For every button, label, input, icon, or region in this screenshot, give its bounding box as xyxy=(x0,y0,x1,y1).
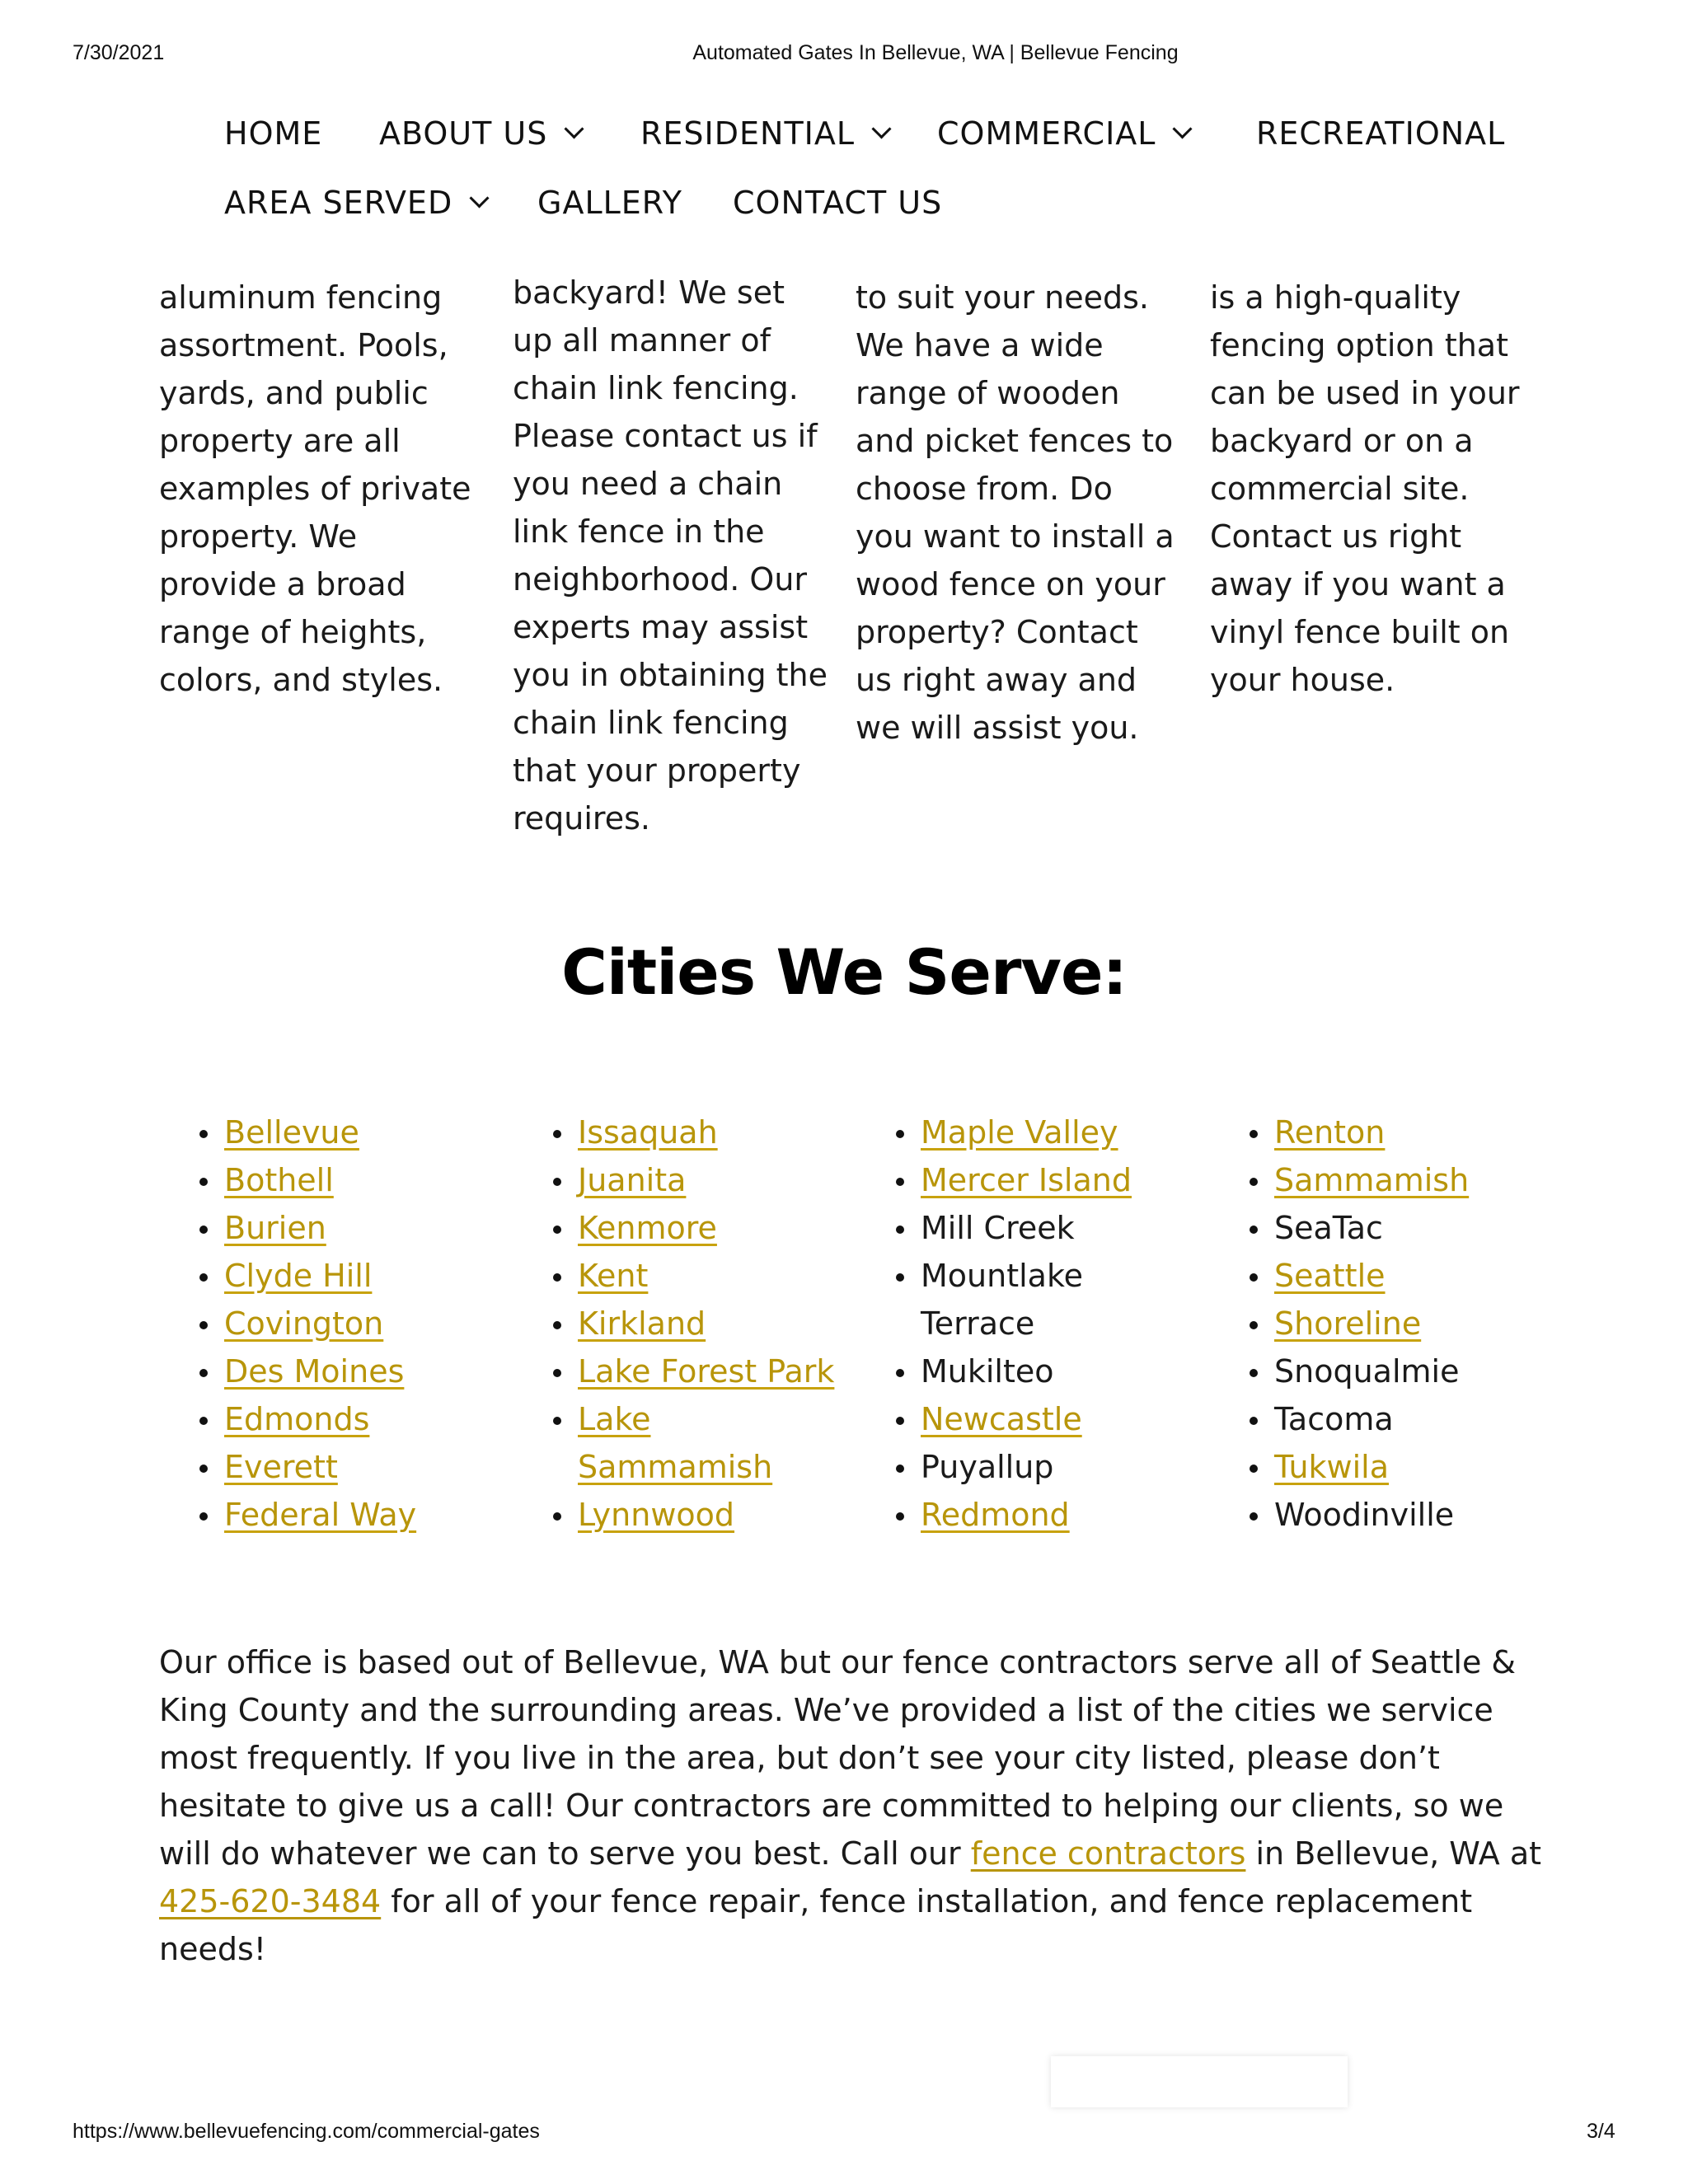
list-item xyxy=(224,1204,521,1252)
office-text: in Bellevue, WA at xyxy=(1245,1835,1542,1872)
city-list-column-3 xyxy=(921,1108,1168,1539)
city-link[interactable]: Kenmore xyxy=(578,1210,717,1246)
city-link[interactable]: Newcastle xyxy=(921,1401,1082,1437)
city-list-column-1 xyxy=(224,1108,521,1539)
main-nav xyxy=(224,107,1543,246)
clipped-previous-line xyxy=(1210,244,1523,255)
office-text: for all of your fence repair, fence installation, and fence replacement needs! xyxy=(159,1883,1473,1967)
service-line: to suit your needs. xyxy=(856,279,1150,316)
print-url: https://www.bellevuefencing.com/commercial-gates xyxy=(73,2120,540,2143)
list-item xyxy=(1274,1252,1546,1300)
service-line: chain link fencing xyxy=(513,705,789,741)
city-name: Woodinville xyxy=(1274,1497,1455,1533)
list-item xyxy=(224,1443,521,1491)
city-link[interactable]: Kirkland xyxy=(578,1305,706,1342)
city-link[interactable]: Everett xyxy=(224,1449,338,1485)
service-line: backyard! We set xyxy=(513,274,785,311)
list-item xyxy=(921,1108,1168,1156)
city-name: Puyallup xyxy=(921,1449,1054,1485)
service-line: can be used in your xyxy=(1210,375,1520,411)
nav-item-commercial[interactable] xyxy=(937,115,1189,152)
city-link[interactable]: Juanita xyxy=(578,1162,687,1198)
list-item xyxy=(921,1491,1168,1539)
city-link[interactable]: Maple Valley xyxy=(921,1114,1118,1151)
nav-item-residential[interactable] xyxy=(640,115,889,152)
list-item xyxy=(224,1347,521,1395)
service-column-aluminum xyxy=(159,274,489,704)
service-line: away if you want a xyxy=(1210,566,1506,602)
city-link[interactable]: Mercer Island xyxy=(921,1162,1132,1198)
city-link[interactable]: Issaquah xyxy=(578,1114,718,1151)
service-line: examples of private xyxy=(159,471,471,507)
city-link[interactable]: Edmonds xyxy=(224,1401,370,1437)
nav-label: HOME xyxy=(224,115,323,152)
list-item xyxy=(921,1156,1168,1204)
city-link[interactable]: Redmond xyxy=(921,1497,1070,1533)
service-line: choose from. Do xyxy=(856,471,1113,507)
chevron-down-icon xyxy=(872,119,892,138)
chevron-down-icon xyxy=(565,119,584,138)
list-item xyxy=(224,1156,521,1204)
list-item xyxy=(1274,1204,1546,1252)
office-paragraph xyxy=(159,1638,1544,1973)
service-line: Please contact us if xyxy=(513,418,818,454)
list-item xyxy=(1274,1347,1546,1395)
list-item xyxy=(1274,1395,1546,1443)
list-item xyxy=(224,1491,521,1539)
list-item xyxy=(578,1300,850,1347)
service-line: neighborhood. Our xyxy=(513,561,808,598)
city-name: Tacoma xyxy=(1274,1401,1394,1437)
city-link[interactable]: Tukwila xyxy=(1274,1449,1390,1485)
list-item xyxy=(921,1443,1168,1491)
service-line: you want to install a xyxy=(856,518,1175,555)
service-line: and picket fences to xyxy=(856,423,1174,459)
service-line: backyard or on a xyxy=(1210,423,1474,459)
city-name: Mukilteo xyxy=(921,1353,1054,1390)
city-link[interactable]: Federal Way xyxy=(224,1497,417,1533)
city-name: SeaTac xyxy=(1274,1210,1383,1246)
service-line: us right away and xyxy=(856,662,1137,698)
list-item xyxy=(1274,1491,1546,1539)
list-item xyxy=(1274,1108,1546,1156)
office-text: Our office is based out of Bellevue, WA but our fence contractors serve all of Seattle & King County and the surrounding areas. We’ve provided a list of the cities we service most frequently. If you live in the area, but don’t see your city listed, please don’t hesitate to give us a call! Our contractors are committed to helping our clients, so we will do whatever we can to serve you best. Call our xyxy=(159,1644,1517,1872)
city-name: Mountlake Terrace xyxy=(921,1258,1083,1342)
chevron-down-icon xyxy=(470,188,490,208)
city-name: Mill Creek xyxy=(921,1210,1075,1246)
fence-contractors-link[interactable]: fence contractors xyxy=(970,1835,1246,1872)
list-item xyxy=(921,1204,1168,1252)
nav-label: ABOUT US xyxy=(379,115,548,152)
chevron-down-icon xyxy=(1173,119,1193,138)
list-item xyxy=(1274,1156,1546,1204)
nav-label: RESIDENTIAL xyxy=(640,115,856,152)
print-page-title: Automated Gates In Bellevue, WA | Bellevue Fencing xyxy=(692,41,1179,64)
list-item xyxy=(224,1108,521,1156)
city-link[interactable]: Renton xyxy=(1274,1114,1386,1151)
service-line: fencing option that xyxy=(1210,327,1508,363)
service-column-vinyl xyxy=(1210,274,1556,704)
service-line: is a high-quality xyxy=(1210,279,1461,316)
list-item xyxy=(578,1347,850,1395)
list-item xyxy=(224,1252,521,1300)
nav-item-about-us[interactable] xyxy=(379,115,581,152)
nav-item-gallery[interactable] xyxy=(537,185,682,221)
service-line: We have a wide xyxy=(856,327,1104,363)
phone-link[interactable]: 425-620-3484 xyxy=(159,1883,382,1919)
service-line: commercial site. xyxy=(1210,471,1470,507)
service-line: vinyl fence built on xyxy=(1210,614,1510,650)
service-line: aluminum fencing xyxy=(159,279,443,316)
city-link[interactable]: Sammamish xyxy=(1274,1162,1470,1198)
print-date: 7/30/2021 xyxy=(73,41,165,64)
service-line: provide a broad xyxy=(159,566,406,602)
service-line: colors, and styles. xyxy=(159,662,443,698)
service-line: Contact us right xyxy=(1210,518,1462,555)
city-list-column-2 xyxy=(578,1108,850,1539)
list-item xyxy=(578,1156,850,1204)
service-line: we will assist you. xyxy=(856,710,1139,746)
city-link[interactable]: Seattle xyxy=(1274,1258,1386,1294)
service-line: you in obtaining the xyxy=(513,657,828,693)
city-link[interactable]: Bothell xyxy=(224,1162,334,1198)
floating-widget[interactable] xyxy=(1051,2056,1348,2107)
city-link[interactable]: Burien xyxy=(224,1210,326,1246)
service-line: yards, and public xyxy=(159,375,429,411)
service-line: you need a chain xyxy=(513,466,783,502)
list-item xyxy=(1274,1300,1546,1347)
service-line: property are all xyxy=(159,423,401,459)
list-item xyxy=(921,1395,1168,1443)
list-item xyxy=(578,1204,850,1252)
city-link[interactable]: Kent xyxy=(578,1258,649,1294)
page-number: 3/4 xyxy=(1587,2120,1615,2143)
nav-label: AREA SERVED xyxy=(224,185,453,221)
nav-label: GALLERY xyxy=(537,185,682,221)
list-item xyxy=(578,1491,850,1539)
city-link[interactable]: Des Moines xyxy=(224,1353,405,1390)
service-column-chain-link xyxy=(513,269,851,842)
nav-row-1 xyxy=(224,107,1543,176)
nav-row-2 xyxy=(224,176,1543,246)
service-line: range of wooden xyxy=(856,375,1120,411)
city-link[interactable]: Shoreline xyxy=(1274,1305,1422,1342)
service-line: up all manner of xyxy=(513,322,771,359)
service-line: that your property xyxy=(513,752,801,789)
service-line: wood fence on your xyxy=(856,566,1165,602)
service-line: chain link fencing. xyxy=(513,370,799,406)
nav-label: COMMERCIAL xyxy=(937,115,1156,152)
list-item xyxy=(921,1252,1168,1347)
list-item xyxy=(921,1347,1168,1395)
nav-item-contact-us[interactable] xyxy=(733,185,942,221)
nav-item-area-served[interactable] xyxy=(224,185,486,221)
cities-heading: Cities We Serve: xyxy=(561,935,1127,1009)
city-link[interactable]: Lynnwood xyxy=(578,1497,735,1533)
print-header xyxy=(0,41,1688,74)
city-link[interactable]: Clyde Hill xyxy=(224,1258,373,1294)
list-item xyxy=(1274,1443,1546,1491)
list-item xyxy=(578,1252,850,1300)
service-line: property. We xyxy=(159,518,358,555)
service-line: your house. xyxy=(1210,662,1395,698)
service-line: requires. xyxy=(513,800,650,837)
service-column-wood xyxy=(856,274,1202,752)
service-line: property? Contact xyxy=(856,614,1138,650)
list-item xyxy=(578,1395,850,1491)
city-link[interactable]: Lake Forest Park xyxy=(578,1353,835,1390)
service-line: assortment. Pools, xyxy=(159,327,448,363)
list-item xyxy=(578,1108,850,1156)
nav-label: CONTACT US xyxy=(733,185,943,221)
nav-item-recreational[interactable] xyxy=(1256,115,1505,152)
city-link[interactable]: Bellevue xyxy=(224,1114,359,1151)
service-line: link fence in the xyxy=(513,513,765,550)
list-item xyxy=(224,1300,521,1347)
city-name: Snoqualmie xyxy=(1274,1353,1460,1390)
service-line: range of heights, xyxy=(159,614,427,650)
city-link[interactable]: Covington xyxy=(224,1305,384,1342)
nav-item-home[interactable] xyxy=(224,115,322,152)
nav-label: RECREATIONAL xyxy=(1256,115,1506,152)
list-item xyxy=(224,1395,521,1443)
city-list-column-4 xyxy=(1274,1108,1546,1539)
service-line: experts may assist xyxy=(513,609,809,645)
city-link[interactable]: Lake Sammamish xyxy=(578,1401,773,1485)
